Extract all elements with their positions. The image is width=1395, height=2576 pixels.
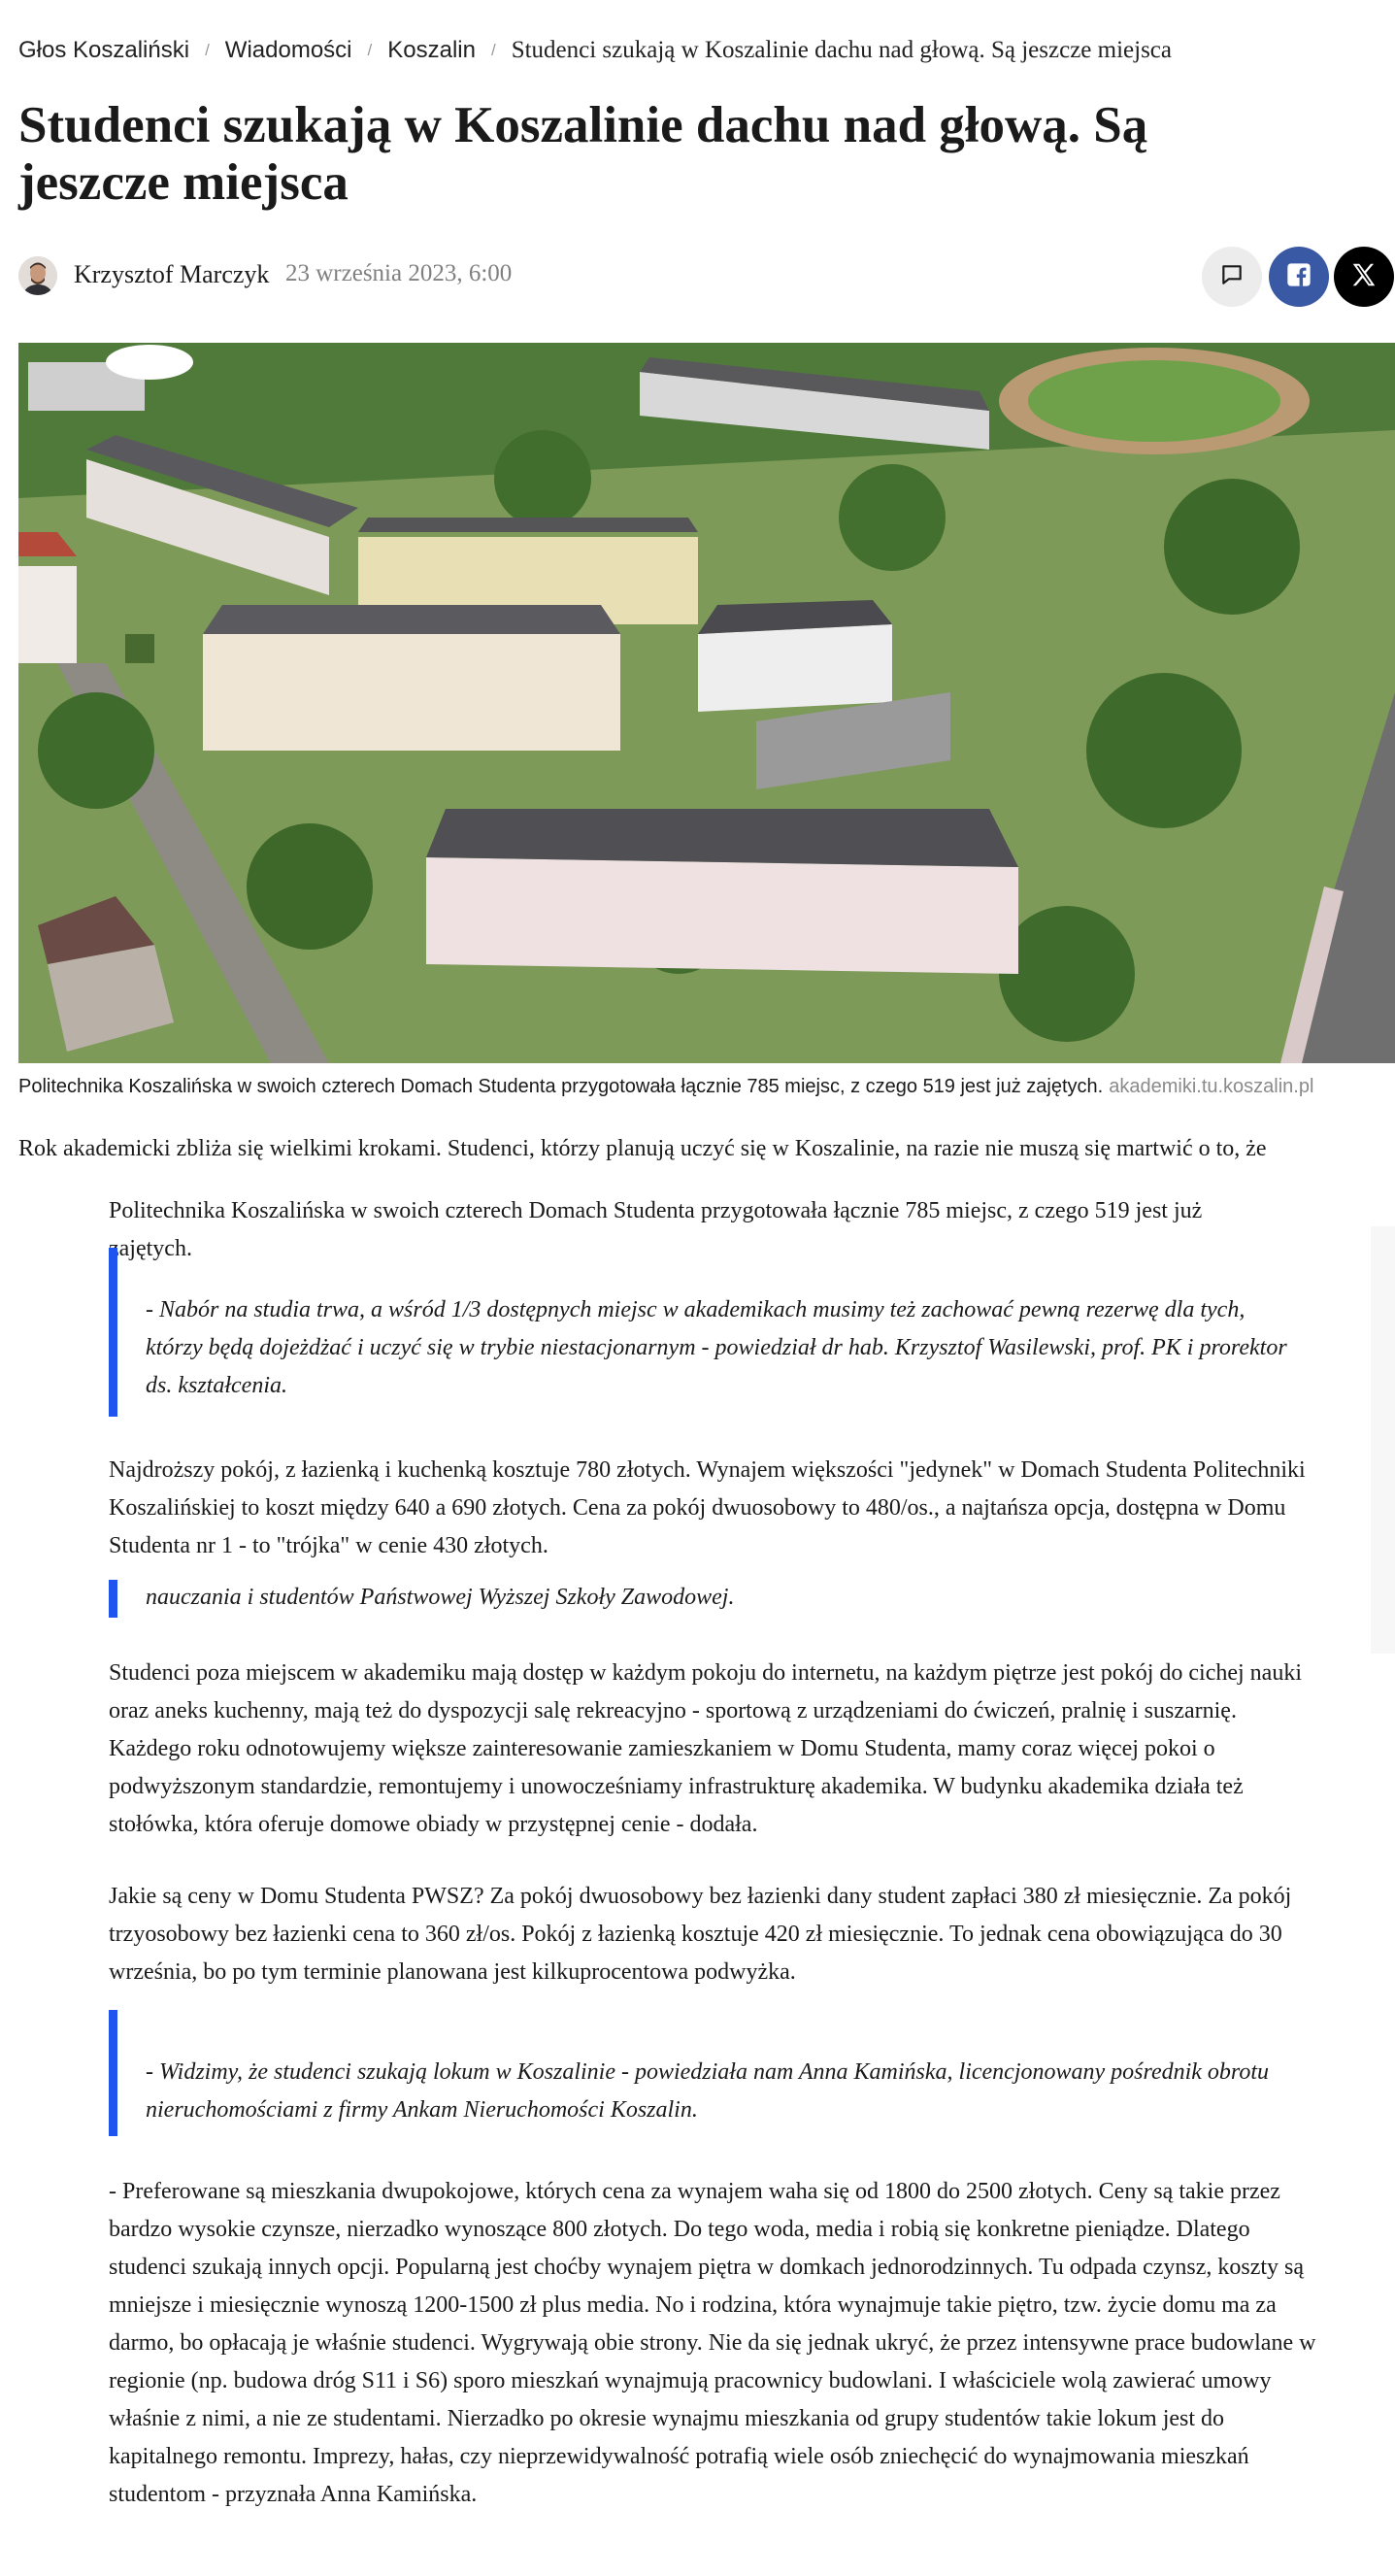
- article-paragraph: Politechnika Koszalińska w swoich czterech Domach Studenta przygotowała łącznie 785 miejsc, z czego 519 jest już zajętych.: [109, 1198, 1203, 1261]
- side-panel-edge: [1371, 1226, 1395, 1654]
- breadcrumb: [18, 37, 1172, 64]
- blockquote-text: - Widzimy, że studenci szukają lokum w Koszalinie - powiedziała nam Anna Kamińska, licencjonowany pośrednik obrotu nieruchomościami z firmy Ankam Nieruchomości Koszalin.: [146, 2059, 1270, 2123]
- publish-date: 23 września 2023, 6:00: [285, 260, 513, 286]
- article-paragraph: Jakie są ceny w Domu Studenta PWSZ? Za pokój dwuosobowy bez łazienki dany student zapłaci 380 zł miesięcznie. Za pokój trzyosobowy bez łazienki cena to 360 zł/os. Pokój z łazienką kosztuje 420 zł miesięcznie. To jednak cena obowiązująca do 30 września, bo po tym terminie planowana jest kilkuprocentowa podwyżka.: [109, 1884, 1292, 1985]
- image-caption: [18, 1076, 1387, 1098]
- facebook-icon: [1285, 261, 1312, 293]
- x-share-button[interactable]: [1334, 247, 1394, 307]
- speech-bubble-icon: [1219, 262, 1245, 292]
- blockquote: [109, 1248, 1301, 1417]
- blockquote-text: - Nabór na studia trwa, a wśród 1/3 dostępnych miejsc w akademikach musimy też zachować pewną rezerwę dla tych, którzy będą dojeżdżać i uczyć się w trybie niestacjonarnym - powiedział dr hab. Krzysztof Wasilewski, prof. PK i prorektor ds. kształcenia.: [146, 1297, 1287, 1398]
- blockquote: [109, 1580, 1301, 1618]
- breadcrumb-separator: /: [367, 41, 373, 59]
- x-logo-icon: [1349, 260, 1378, 294]
- article-lead: Rok akademicki zbliża się wielkimi krokami. Studenci, którzy planują uczyć się w Koszalinie, na razie nie muszą się martwić o to, że: [18, 1136, 1267, 1161]
- article-paragraph: Najdroższy pokój, z łazienką i kuchenką kosztuje 780 złotych. Wynajem większości "jedynek" w Domach Studenta Politechniki Koszalińskiej to koszt między 640 a 690 złotych. Cena za pokój dwuosobowy to 480/os., a najtańsza opcja, dostępna w Domu Studenta nr 1 - to "trójka" w cenie 430 złotych.: [109, 1457, 1306, 1558]
- breadcrumb-current: Studenci szukają w Koszalinie dachu nad głową. Są jeszcze miejsca: [511, 37, 1172, 63]
- breadcrumb-item-glos-koszalinski[interactable]: Głos Koszaliński: [18, 37, 190, 63]
- article-meta: [18, 247, 1395, 305]
- breadcrumb-item-wiadomosci[interactable]: Wiadomości: [224, 37, 352, 63]
- article-paragraph: - Preferowane są mieszkania dwupokojowe, których cena za wynajem waha się od 1800 do 2500 złotych. Ceny są takie przez bardzo wysokie czynsze, nierzadko wynoszące 800 złotych. Do tego woda, media i robią się konkretne pieniądze. Dlatego studenci szukają innych opcji. Popularną jest choćby wynajem piętra w domkach jednorodzinnych. Tu odpada czynsz, koszty są mniejsze i miesięcznie wynoszą 1200-1500 zł plus media. No i rodzina, która wynajmuje takie piętro, tzw. życie domu ma za darmo, bo opłacają je właśnie studenci. Wygrywają obie strony. Nie da się jednak ukryć, że przez intensywne prace budowlane w regionie (np. budowa dróg S11 i S6) sporo mieszkań wynajmują pracownicy budowlani. I właściciele wolą zawierać umowy właśnie z nimi, a nie ze studentami. Nierzadko po okresie wynajmu mieszkania od grupy studentów takie lokum jest do kapitalnego remontu. Imprezy, hałas, czy nieprzewidywalność potrafią wiele osób zniechęcić do wynajmowania mieszkań studentom - przyznała Anna Kamińska.: [109, 2179, 1316, 2507]
- author-name[interactable]: Krzysztof Marczyk: [74, 260, 270, 288]
- image-credit: akademiki.tu.koszalin.pl: [1109, 1076, 1314, 1097]
- breadcrumb-separator: /: [205, 41, 210, 59]
- article-hero-image: [18, 343, 1395, 1063]
- image-caption-text: Politechnika Koszalińska w swoich czterech Domach Studenta przygotowała łącznie 785 miejsc, z czego 519 jest już zajętych.: [18, 1076, 1104, 1097]
- breadcrumb-separator: /: [490, 41, 496, 59]
- breadcrumb-item-koszalin[interactable]: Koszalin: [387, 37, 476, 63]
- author-avatar[interactable]: [18, 256, 57, 295]
- article-paragraph: Studenci poza miejscem w akademiku mają dostęp w każdym pokoju do internetu, na każdym piętrze jest pokój do cichej nauki oraz aneks kuchenny, mają też do dyspozycji salę rekreacyjno - sportową z urządzeniami do ćwiczeń, pralnię i suszarnię. Każdego roku odnotowujemy większe zainteresowanie zamieszkaniem w Domu Studenta, mamy coraz więcej pokoi o podwyższonym standardzie, remontujemy i unowocześniamy infrastrukturę akademika. W budynku akademika działa też stołówka, która oferuje domowe obiady w przystępnej cenie - dodała.: [109, 1660, 1302, 1837]
- article-title: Studenci szukają w Koszalinie dachu nad głową. Są jeszcze miejsca: [18, 97, 1148, 211]
- comments-button[interactable]: [1202, 247, 1262, 307]
- blockquote: [109, 2010, 1301, 2136]
- facebook-share-button[interactable]: [1269, 247, 1329, 307]
- blockquote-text: nauczania i studentów Państwowej Wyższej Szkoły Zawodowej.: [146, 1585, 735, 1610]
